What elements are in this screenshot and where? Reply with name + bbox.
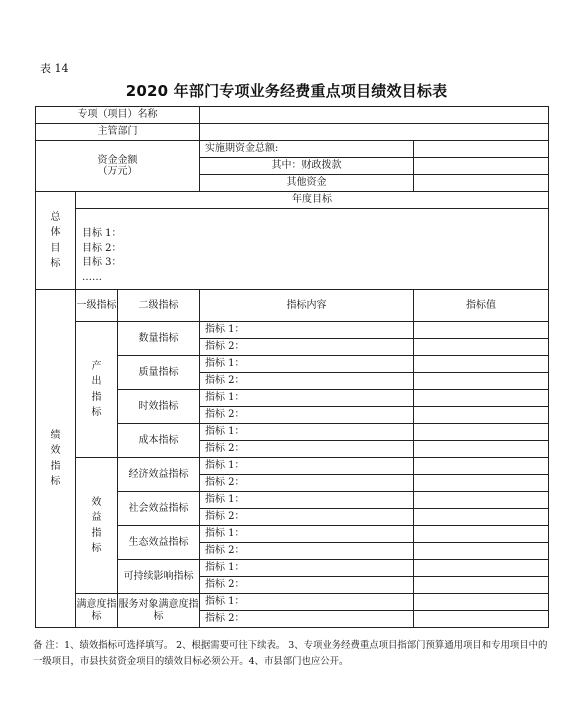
indicator-2: 指标 2： — [200, 543, 414, 560]
other-funds-value[interactable] — [414, 175, 549, 192]
timeliness-indicator: 时效指标 — [118, 390, 200, 424]
fiscal-value[interactable] — [414, 158, 549, 175]
overall-goal-label: 总体目标 — [36, 192, 76, 290]
service-satisfaction-indicator: 服务对象满意度指标 — [118, 594, 200, 628]
goal-3: 目标 3： — [82, 257, 122, 268]
table-row — [36, 458, 549, 475]
indicator-1: 指标 1： — [200, 526, 414, 543]
sustainable-impact-indicator: 可持续影响指标 — [118, 560, 200, 594]
indicator-value[interactable] — [414, 390, 549, 407]
dept-label: 主管部门 — [36, 124, 200, 141]
indicator-value[interactable] — [414, 543, 549, 560]
indicator-value[interactable] — [414, 322, 549, 339]
indicator-value[interactable] — [414, 611, 549, 628]
funds-label-cell — [36, 141, 200, 192]
cost-indicator: 成本指标 — [118, 424, 200, 458]
indicator-2: 指标 2： — [200, 577, 414, 594]
project-name-label: 专项（项目）名称 — [36, 107, 200, 124]
value-header: 指标值 — [414, 290, 549, 322]
perf-indicator-label: 绩效指标 — [36, 290, 76, 628]
output-indicator-label: 产出指标 — [76, 322, 118, 458]
table-row — [36, 594, 549, 611]
indicator-value[interactable] — [414, 441, 549, 458]
content-header: 指标内容 — [200, 290, 414, 322]
indicator-value[interactable] — [414, 458, 549, 475]
indicator-value[interactable] — [414, 509, 549, 526]
benefit-indicator-label: 效益指标 — [76, 458, 118, 594]
social-benefit-indicator: 社会效益指标 — [118, 492, 200, 526]
indicator-2: 指标 2： — [200, 475, 414, 492]
project-name-value[interactable] — [200, 107, 549, 124]
indicator-1: 指标 1： — [200, 390, 414, 407]
indicator-value[interactable] — [414, 475, 549, 492]
indicator-value[interactable] — [414, 373, 549, 390]
indicator-2: 指标 2： — [200, 339, 414, 356]
indicator-value[interactable] — [414, 339, 549, 356]
indicator-2: 指标 2： — [200, 509, 414, 526]
indicator-2: 指标 2： — [200, 611, 414, 628]
indicator-1: 指标 1： — [200, 322, 414, 339]
dept-row — [36, 124, 549, 141]
dept-value[interactable] — [200, 124, 549, 141]
indicator-1: 指标 1： — [200, 492, 414, 509]
level2-header: 二级指标 — [118, 290, 200, 322]
indicator-1: 指标 1： — [200, 424, 414, 441]
goal-more: …… — [82, 271, 102, 283]
footnote: 备 注：1、绩效指标可选择填写。 2、根据需要可往下续表。 3、专项业务经费重点项目指部门预算通用项目和专用项目中的一级项目，市县扶贫资金项目的绩效目标必须公开。4、市县部门也应公开。 — [33, 640, 548, 667]
performance-target-table — [35, 106, 549, 628]
table-number: 表 14 — [40, 62, 69, 75]
economic-benefit-indicator: 经济效益指标 — [118, 458, 200, 492]
funds-label: 资金金额 — [97, 154, 138, 166]
indicator-value[interactable] — [414, 424, 549, 441]
quantity-indicator: 数量指标 — [118, 322, 200, 356]
goal-1: 目标 1： — [82, 228, 122, 239]
annual-goal-header: 年度目标 — [76, 192, 549, 209]
indicator-value[interactable] — [414, 356, 549, 373]
document-title: 2020 年部门专项业务经费重点项目绩效目标表 — [125, 82, 448, 100]
indicator-1: 指标 1： — [200, 356, 414, 373]
satisfaction-indicator-label: 满意度指标 — [76, 594, 118, 628]
other-funds-label: 其他资金 — [200, 175, 414, 192]
indicator-value[interactable] — [414, 407, 549, 424]
indicator-2: 指标 2： — [200, 373, 414, 390]
fiscal-label: 其中：财政拨款 — [200, 158, 414, 175]
project-name-row — [36, 107, 549, 124]
indicator-value[interactable] — [414, 560, 549, 577]
goal-2: 目标 2： — [82, 242, 122, 254]
perf-header-row — [36, 290, 549, 322]
indicator-value[interactable] — [414, 492, 549, 509]
indicator-value[interactable] — [414, 594, 549, 611]
eco-benefit-indicator: 生态效益指标 — [118, 526, 200, 560]
goals-row — [36, 209, 549, 290]
total-funds-label: 实施期资金总额: — [200, 141, 414, 158]
total-funds-value[interactable] — [414, 141, 549, 158]
table-row — [36, 322, 549, 339]
indicator-2: 指标 2： — [200, 407, 414, 424]
indicator-value[interactable] — [414, 577, 549, 594]
level1-header: 一级指标 — [76, 290, 118, 322]
indicator-1: 指标 1： — [200, 458, 414, 475]
indicator-1: 指标 1： — [200, 594, 414, 611]
quality-indicator: 质量指标 — [118, 356, 200, 390]
funds-total-row — [36, 141, 549, 158]
indicator-2: 指标 2： — [200, 441, 414, 458]
goals-cell[interactable] — [76, 209, 549, 290]
annual-header-row — [36, 192, 549, 209]
indicator-value[interactable] — [414, 526, 549, 543]
indicator-1: 指标 1： — [200, 560, 414, 577]
funds-unit: （万元） — [97, 166, 138, 177]
